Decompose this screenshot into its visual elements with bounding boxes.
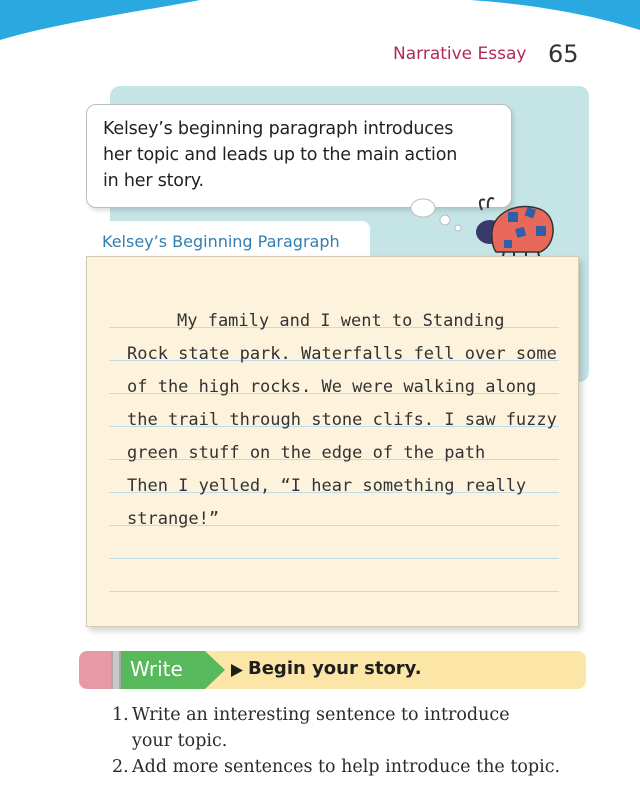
step-text-continued: your topic. — [132, 731, 228, 751]
write-label-box — [121, 651, 205, 689]
paragraph-line: the trail through stone clifs. I saw fuzzy — [127, 410, 557, 430]
play-arrow-icon — [231, 664, 243, 677]
ladybug-icon — [460, 196, 560, 260]
tab-label: Kelsey’s Beginning Paragraph — [102, 232, 340, 251]
callout-line: Kelsey’s beginning paragraph introduces — [103, 119, 454, 139]
step-text: Add more sentences to help introduce the topic. — [132, 757, 561, 777]
section-title: Narrative Essay — [393, 44, 527, 64]
paragraph-line: Rock state park. Waterfalls fell over some — [127, 344, 557, 364]
step-number: 1. — [112, 705, 129, 725]
callout-text — [103, 116, 498, 194]
paragraph-line: green stuff on the edge of the path — [127, 443, 486, 463]
ruled-line — [109, 591, 559, 592]
paragraph-line: strange!” — [127, 509, 220, 529]
top-swoosh-decoration — [0, 0, 640, 44]
pencil-band — [111, 651, 121, 689]
callout-line: in her story. — [103, 171, 204, 191]
instruction-list — [112, 702, 560, 780]
paragraph-line: Then I yelled, “I hear something really — [127, 476, 527, 496]
thought-bubbles-icon — [405, 196, 465, 236]
ruled-line — [109, 558, 559, 559]
page-number: 65 — [548, 40, 579, 68]
step-number: 2. — [112, 757, 129, 777]
step-text: Write an interesting sentence to introduce — [132, 705, 510, 725]
write-pencil-bar — [79, 651, 586, 689]
list-item — [112, 702, 560, 754]
pencil-tip-shape — [205, 651, 225, 689]
paragraph-line: My family and I went to Standing — [177, 311, 505, 331]
paragraph-tab — [86, 221, 370, 261]
pencil-eraser — [79, 651, 111, 689]
write-prompt: Begin your story. — [248, 658, 422, 679]
list-item — [112, 754, 560, 780]
callout-box — [86, 104, 512, 208]
paragraph-line: of the high rocks. We were walking along — [127, 377, 537, 397]
lined-note-card — [86, 256, 579, 627]
callout-line: her topic and leads up to the main action — [103, 145, 458, 165]
write-label: Write — [130, 657, 183, 681]
